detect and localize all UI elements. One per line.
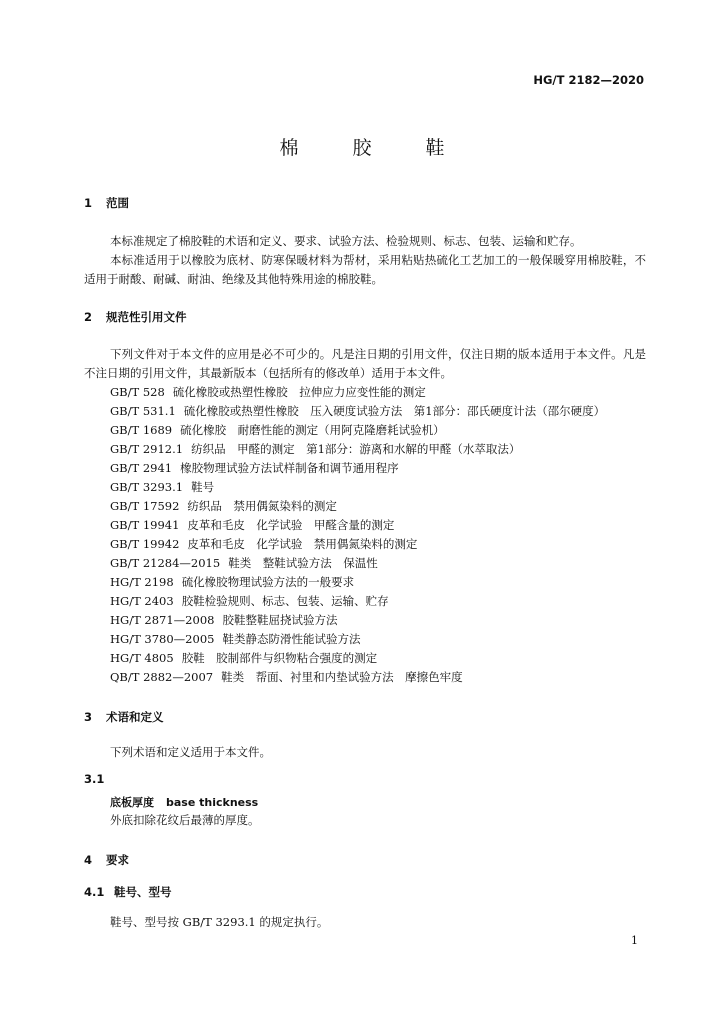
- reference-code: HG/T 4805: [110, 651, 174, 665]
- term-chinese: 底板厚度: [110, 796, 154, 809]
- reference-item: [110, 573, 605, 592]
- reference-title: 鞋类 整鞋试验方法 保温性: [228, 556, 378, 570]
- reference-code: GB/T 531.1: [110, 404, 176, 418]
- section-number: 2: [84, 310, 93, 324]
- reference-title: 皮革和毛皮 化学试验 甲醛含量的测定: [187, 518, 395, 532]
- reference-title: 硫化橡胶物理试验方法的一般要求: [181, 575, 355, 589]
- section-1-paragraph-1: 本标准规定了棉胶鞋的术语和定义、要求、试验方法、检验规则、标志、包装、运输和贮存。: [110, 234, 582, 248]
- reference-item: [110, 459, 605, 478]
- reference-title: 胶鞋 胶制部件与织物粘合强度的测定: [181, 651, 378, 665]
- reference-code: HG/T 2403: [110, 594, 174, 608]
- reference-code: QB/T 2882—2007: [110, 670, 214, 684]
- section-3-intro: 下列术语和定义适用于本文件。: [110, 745, 271, 759]
- document-title: 棉 胶 鞋: [279, 137, 469, 159]
- standard-code: HG/T 2182—2020: [533, 73, 644, 87]
- reference-item: [110, 535, 605, 554]
- reference-code: GB/T 1689: [110, 423, 173, 437]
- clause-number: 4.1: [84, 885, 105, 899]
- reference-item: [110, 649, 605, 668]
- reference-item: [110, 592, 605, 611]
- section-3-heading: [84, 709, 164, 725]
- reference-code: GB/T 17592: [110, 499, 180, 513]
- reference-title: 硫化橡胶或热塑性橡胶 拉伸应力应变性能的测定: [172, 385, 426, 399]
- section-1-heading: [84, 195, 129, 211]
- section-title: 术语和定义: [106, 710, 164, 724]
- reference-code: GB/T 3293.1: [110, 480, 184, 494]
- reference-title: 橡胶物理试验方法试样制备和调节通用程序: [180, 461, 399, 475]
- section-4-heading: [84, 852, 129, 868]
- section-number: 1: [84, 196, 93, 210]
- reference-item: [110, 383, 605, 402]
- page-number: 1: [631, 934, 638, 947]
- section-1-paragraph-2: 本标准适用于以橡胶为底材、防寒保暖材料为帮材，采用粘贴热硫化工艺加工的一般保暖穿用棉胶鞋，不适用于耐酸、耐碱、耐油、绝缘及其他特殊用途的棉胶鞋。: [84, 253, 646, 286]
- reference-item: [110, 611, 605, 630]
- term-entry: [110, 794, 258, 810]
- reference-title: 纺织品 甲醛的测定 第1部分：游离和水解的甲醛（水萃取法）: [191, 442, 521, 456]
- reference-item: [110, 630, 605, 649]
- reference-code: HG/T 3780—2005: [110, 632, 215, 646]
- reference-item: [110, 421, 605, 440]
- clause-4-1-heading: [84, 884, 172, 900]
- reference-code: GB/T 528: [110, 385, 165, 399]
- section-2-intro: 下列文件对于本文件的应用是必不可少的。凡是注日期的引用文件，仅注日期的版本适用于本文件。凡是不注日期的引用文件，其最新版本（包括所有的修改单）适用于本文件。: [84, 347, 646, 380]
- section-2-heading: [84, 309, 187, 325]
- reference-item: [110, 554, 605, 573]
- clause-title: 鞋号、型号: [114, 885, 172, 899]
- reference-code: HG/T 2871—2008: [110, 613, 215, 627]
- reference-title: 硫化橡胶 耐磨性能的测定（用阿克隆磨耗试验机）: [180, 423, 445, 437]
- reference-title: 胶鞋检验规则、标志、包装、运输、贮存: [181, 594, 389, 608]
- reference-code: GB/T 21284—2015: [110, 556, 221, 570]
- reference-item: [110, 402, 605, 421]
- reference-item: [110, 440, 605, 459]
- reference-item: [110, 516, 605, 535]
- reference-code: GB/T 19941: [110, 518, 180, 532]
- section-number: 4: [84, 853, 93, 867]
- section-title: 规范性引用文件: [106, 310, 187, 324]
- reference-code: GB/T 19942: [110, 537, 180, 551]
- normative-reference-list: [110, 383, 605, 687]
- reference-title: 鞋类静态防滑性能试验方法: [222, 632, 361, 646]
- reference-item: [110, 478, 605, 497]
- clause-4-1-text: 鞋号、型号按 GB/T 3293.1 的规定执行。: [110, 915, 329, 929]
- section-number: 3: [84, 710, 93, 724]
- reference-title: 胶鞋整鞋屈挠试验方法: [222, 613, 338, 627]
- term-english: base thickness: [166, 796, 259, 809]
- reference-item: [110, 497, 605, 516]
- reference-title: 皮革和毛皮 化学试验 禁用偶氮染料的测定: [187, 537, 418, 551]
- reference-code: GB/T 2912.1: [110, 442, 184, 456]
- reference-code: GB/T 2941: [110, 461, 173, 475]
- reference-title: 鞋类 帮面、衬里和内垫试验方法 摩擦色牢度: [221, 670, 463, 684]
- section-title: 要求: [106, 853, 129, 867]
- reference-code: HG/T 2198: [110, 575, 174, 589]
- reference-title: 鞋号: [191, 480, 215, 494]
- reference-title: 纺织品 禁用偶氮染料的测定: [187, 499, 337, 513]
- term-definition: 外底扣除花纹后最薄的厚度。: [110, 813, 260, 827]
- reference-item: [110, 668, 605, 687]
- reference-title: 硫化橡胶或热塑性橡胶 压入硬度试验方法 第1部分：邵氏硬度计法（邵尔硬度）: [183, 404, 606, 418]
- clause-3-1-number: 3.1: [84, 772, 105, 786]
- section-title: 范围: [106, 196, 129, 210]
